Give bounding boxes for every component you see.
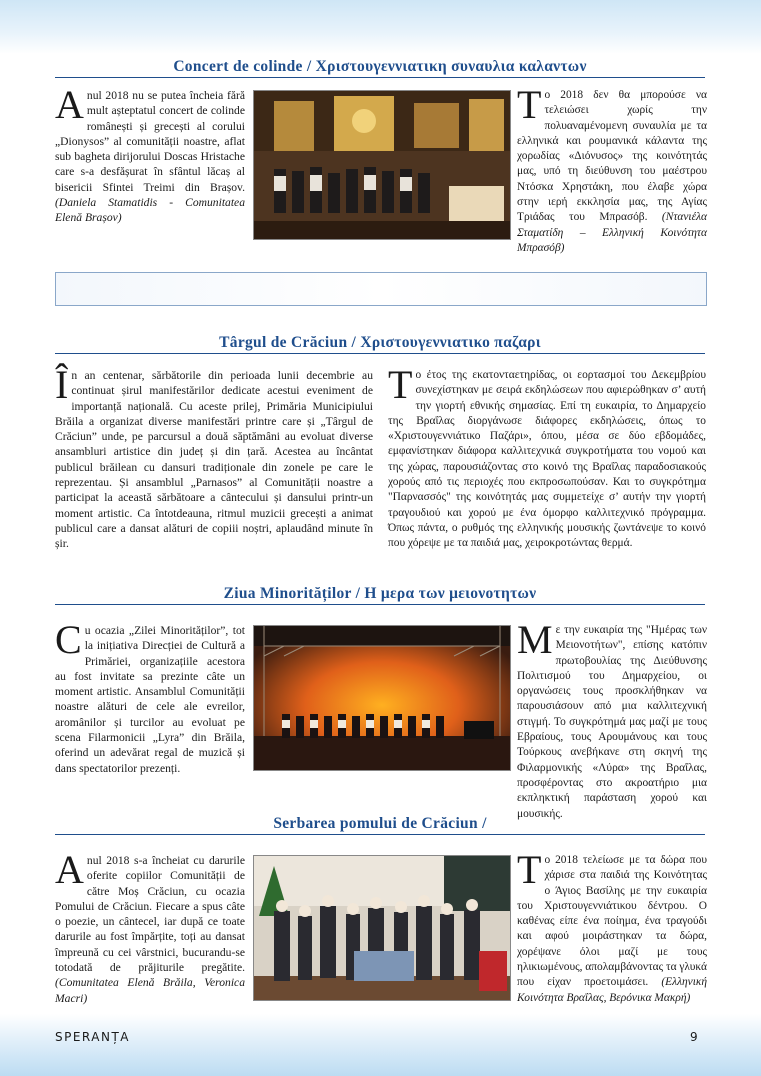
photo-christmas-tree-party bbox=[253, 855, 511, 1001]
dropcap: Τ bbox=[388, 362, 413, 407]
concert-ro-text: Anul 2018 nu se putea încheia fără mult așteptatul concert de colinde românești și grecești al corului „Dionysos” al comunității noastre, aflat sub bagheta dirijorului Doscas Hristache care s-a desfășurat în sfântul lăcaș al bisericii Sfintei Treimi din Brașov. (Daniela Stamatidis - Comunitatea Elenă Brașov) bbox=[55, 82, 245, 225]
credit: (Comunitatea Elenă Brăila, Veronica Macri) bbox=[55, 976, 245, 1005]
ziua-ro-text: Cu ocazia „Zilei Minorităților”, tot la inițiativa Direcției de Cultură a Primăriei, organizațiile acestora au fost invitate sa prezinte câte un moment artistic. Ansamblul Comunității noastre alături de cele ale evreilor, aromânilor și turcilor au evoluat pe scena Filarmonicii „Lyra” din Brăila, oferind un adevărat regal de muzică și dans spectatorilor prezenți. bbox=[55, 617, 245, 775]
credit: (Ελληνική Κοινότητα Βραΐλας, Βερόνικα Μακρή) bbox=[517, 976, 707, 1004]
dropcap: Τ bbox=[517, 82, 542, 127]
section-heading-ziua: Ziua Minorităților / Η μερα των μειονοτητων bbox=[55, 585, 705, 605]
bottom-gradient-band bbox=[0, 1014, 761, 1076]
page-number: 9 bbox=[690, 1030, 698, 1044]
dropcap: A bbox=[55, 847, 84, 892]
section-heading-concert: Concert de colinde / Χριστουγεννιατικη συναυλια καλαντων bbox=[55, 58, 705, 78]
credit: (Ντανιέλα Σταματίδη – Ελληνική Κοινότητα Μπρασόβ) bbox=[517, 211, 707, 254]
concert-gr-text: Το 2018 δεν θα μπορούσε να τελειώσει χωρίς την πολυαναμένομενη συναυλία με τα ελληνικά και ρουμανικά κάλαντα της χορωδίας «Διόνυσος» της κοινότητάς μας, υπό τη διεύθυνση του μαέστρου Ντόσκα Χρηστάκη, που έλαβε χώρα στην ιερή εκκλησία μας, της Αγίας Τριάδας του Μπρασόβ. (Ντανιέλα Σταματίδη – Ελληνική Κοινότητα Μπρασόβ) bbox=[517, 82, 707, 254]
dropcap: Μ bbox=[517, 617, 553, 662]
dropcap: Î bbox=[55, 362, 69, 407]
dropcap: Τ bbox=[517, 847, 542, 892]
top-gradient-band bbox=[0, 0, 761, 54]
ziua-gr-text: Με την ευκαιρία της "Ημέρας των Μειονοτήτων", επίσης κατόπιν πρωτοβουλίας της Διεύθυνσης Πολιτισμού του Δημαρχείου, οι οργανώσεις τους προσκλήθηκαν να παρουσιάσουν από μια καλλιτεχνική στιγμή. Το συγκρότημά μας μαζί με τους Εβραίους, τους Αρουμάνους και τους Τούρκους ανεβήκανε στη σκηνή της Φιλαρμονικής «Λύρα» της Βραΐλας, προσφέροντας στο ακροατήριο μια εκπληκτική παράσταση χορού και μουσικής. bbox=[517, 617, 707, 820]
dropcap: C bbox=[55, 617, 82, 662]
section-heading-targul: Târgul de Crăciun / Χριστουγεννιατικο παζαρι bbox=[55, 334, 705, 354]
targul-ro-text: În an centenar, sărbătorile din perioada lunii decembrie au continuat șirul manifestărilor dedicate acestui eveniment de importanță națională. Cu aceste prilej, Primăria Municipiului Brăila a organizat diverse manifestări printre care și „Târgul de Crăciun” unde, pe parcursul a două săptămâni au evoluat diverse ansambluri artistice din județ și din țară. Acestea au încântat publicul brăilean cu dansuri tradiționale din zonele pe care le reprezentau. Și ansamblul „Parnasos” al Comunității noastre a participat la această sărbătoare a cântecului și dansului printr-un moment artistic. Ca întotdeauna, ritmul muzicii grecești a animat publicul care a dansat alături de copiii noștri, aplaudând minute în șir. bbox=[55, 362, 373, 551]
photo-stage-performance bbox=[253, 625, 511, 771]
photo-choir-concert bbox=[253, 90, 511, 240]
serbarea-ro-text: Anul 2018 s-a încheiat cu darurile oferite copiilor Comunității de către Moș Crăciun, cu ocazia Pomului de Crăciun. Fiecare a spus câte o poezie, un cântecel, iar după ce toate darurile au fost împărțite, toți au dansat împreună cu cei vârstnici, bucurandu-se totodată de prăjiturile pregătite. (Comunitatea Elenă Brăila, Veronica Macri) bbox=[55, 847, 245, 1005]
targul-gr-text: Το έτος της εκατονταετηρίδας, οι εορτασμοί του Δεκεμβρίου συνεχίστηκαν με σειρά εκδηλώσεων που αφιερώθηκαν σ’ αυτή την γιορτή εθνικής σημασίας. Επί τη ευκαιρία, το Δημαρχείο της Βραΐλας διοργάνωσε διάφορες εκδηλώσεις, όπως το «Χριστουγεννιάτικο Παζάρι», όπου, μέσα σε δύο εβδομάδες, εμφανίστηκαν διάφορα καλλιτεχνικά συγκροτήματα του νομού και της χώρας, παρουσιάζοντας στο κοινό της Βραΐλας παραδοσιακούς χορούς από τις περιοχές που εκπροσωπούσαν. Και το συγκρότημα "Παρνασσός" της κοινότητάς μας συμμετείχε σ’ αυτήν την γιορτή τραγουδιού και χορού με ένα όμορφο καλλιτεχνικό πρόγραμμα. Όπως πάντα, ο ρυθμός της ελληνικής μουσικής ζωντάνεψε το κοινό που χόρεψε με τα παιδιά μας, χειροκροτώντας θερμά. bbox=[388, 362, 706, 550]
credit: (Daniela Stamatidis - Comunitatea Elenă Brașov) bbox=[55, 196, 245, 225]
city-banner bbox=[55, 272, 707, 306]
serbarea-gr-text: Το 2018 τελείωσε με τα δώρα που χάρισε στα παιδιά της Κοινότητας ο Άγιος Βασίλης με την ευκαιρία του Χριστουγεννιάτικου δέντρου. Ο καθένας είπε ένα ποίημα, ένα τραγούδι και αφού μοιράστηκαν τα δώρα, χορέψανε όλοι μαζί με τους ηλικιωμένους, απολαμβάνοντας τα γλυκά που είχαν προετοιμάσει. (Ελληνική Κοινότητα Βραΐλας, Βερόνικα Μακρή) bbox=[517, 847, 707, 1004]
magazine-name: SPERANȚA bbox=[55, 1030, 131, 1044]
dropcap: A bbox=[55, 82, 84, 127]
section-heading-serbarea: Serbarea pomului de Crăciun / bbox=[55, 815, 705, 835]
